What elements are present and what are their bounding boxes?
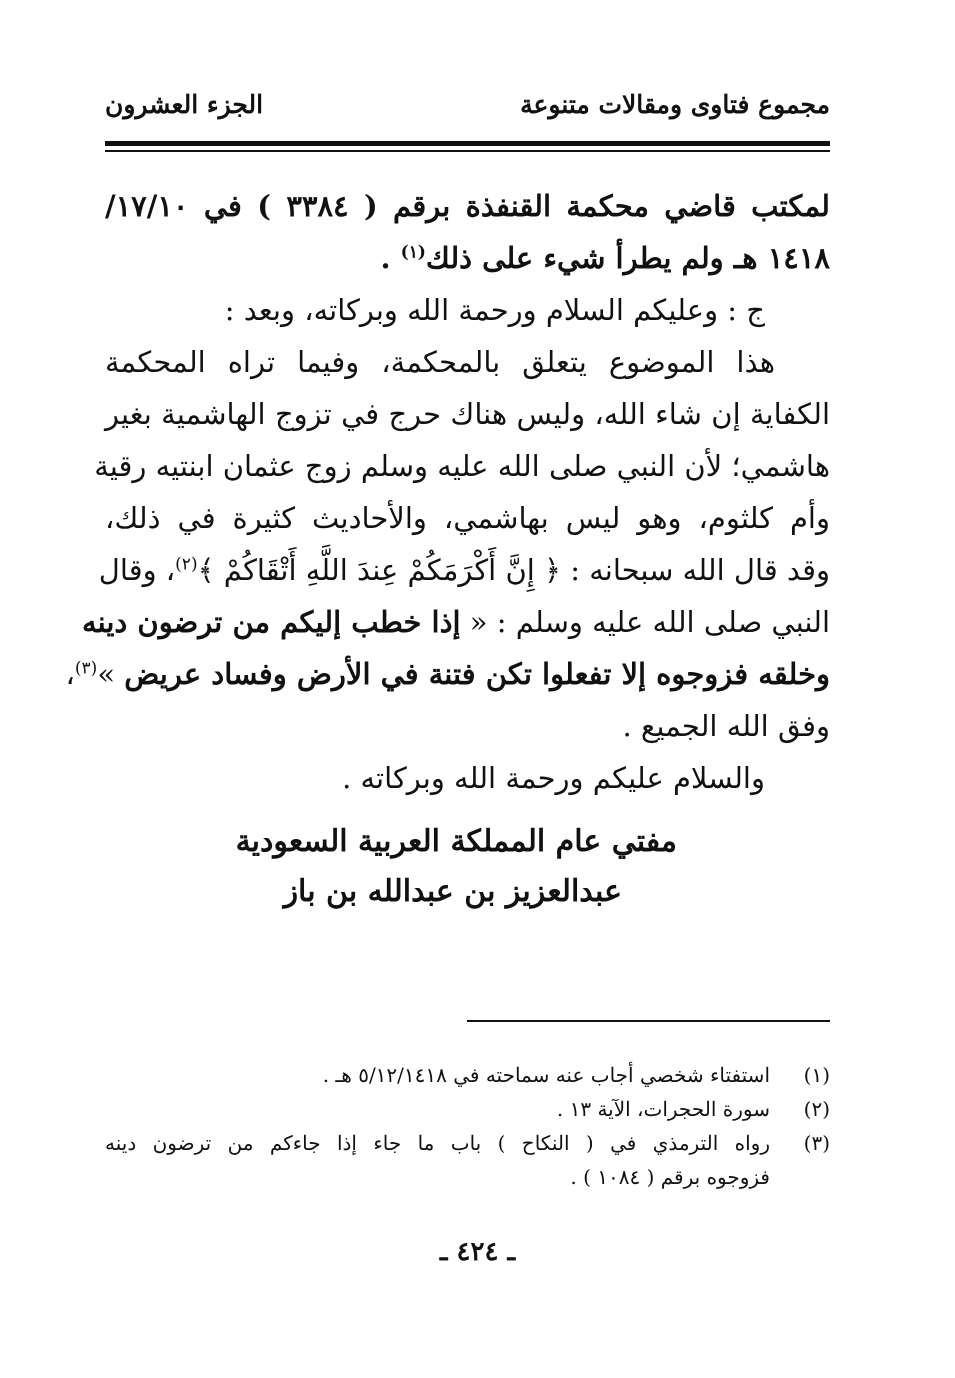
answer-line-4: وأم كلثوم، وهو ليس بهاشمي، والأحاديث كثيرة في ذلك، <box>105 501 830 535</box>
hadith-text-2: وخلقه فزوجوه إلا تفعلوا تكن فتنة في الأرض وفساد عريض <box>124 657 830 691</box>
question-end: . <box>380 241 401 275</box>
quran-line <box>98 544 830 596</box>
header-rule-thick <box>105 141 830 146</box>
footnote-ref-1: (١) <box>400 242 426 263</box>
quran-intro: وقد قال الله سبحانه : ﴿ <box>534 553 830 587</box>
page-header <box>105 82 830 132</box>
footnote-separator <box>467 1020 830 1022</box>
hadith-line-1 <box>82 596 830 648</box>
hadith-intro: النبي صلى الله عليه وسلم : « <box>460 605 830 639</box>
footnote-3-number: (٣) <box>803 1131 830 1155</box>
footnote-1-text: استفتاء شخصي أجاب عنه سماحته في ٥/١٢/١٤١٨ هـ . <box>322 1063 770 1087</box>
book-title: مجموع فتاوى ومقالات متنوعة <box>520 90 830 119</box>
footnote-2-number: (٢) <box>803 1097 830 1121</box>
hadith-text-1: إذا خطب إليكم من ترضون دينه <box>82 605 461 639</box>
question-line-1: لمكتب قاضي محكمة القنفذة برقم ( ٣٣٨٤ ) في ١٧/١٠/ <box>105 189 830 223</box>
hadith-close: » <box>97 657 125 691</box>
page-number: ـ ٤٢٤ ـ <box>439 1237 516 1267</box>
salam-line: والسلام عليكم ورحمة الله وبركاته . <box>342 761 765 795</box>
answer-line-2: الكفاية إن شاء الله، وليس هناك حرج في تزوج الهاشمية بغير <box>105 397 830 431</box>
footnote-ref-3: (٣) <box>74 658 98 679</box>
fatwa-body <box>65 180 830 804</box>
volume-label: الجزء العشرون <box>105 90 264 119</box>
hadith-end: ، <box>65 657 75 691</box>
quran-line-end: ، وقال <box>98 553 176 587</box>
signature-title: مفتي عام المملكة العربية السعودية <box>235 824 677 859</box>
quran-verse: إِنَّ أَكْرَمَكُمْ عِندَ اللَّهِ أَتْقَاكُمْ <box>223 553 535 587</box>
footnote-3 <box>105 1126 830 1194</box>
footnote-ref-2: (٢) <box>175 554 198 575</box>
footnote-1 <box>105 1058 830 1092</box>
answer-greeting: ج : وعليكم السلام ورحمة الله وبركاته، وبعد : <box>224 293 765 327</box>
footnote-3-text-line-1: رواه الترمذي في ( النكاح ) باب ما جاء إذا جاءكم من ترضون دينه <box>105 1131 770 1155</box>
answer-line-3: هاشمي؛ لأن النبي صلى الله عليه وسلم زوج عثمان ابنتيه رقية <box>94 449 830 483</box>
footnote-2-text: سورة الحجرات، الآية ١٣ . <box>556 1097 770 1121</box>
closing-line: وفق الله الجميع . <box>622 709 830 743</box>
question-line-2-text: ١٤١٨ هـ ولم يطرأ شيء على ذلك <box>425 241 830 275</box>
hadith-line-2 <box>65 648 830 700</box>
quran-close: ﴾ <box>197 553 224 587</box>
footnotes <box>105 1058 830 1194</box>
footnote-1-number: (١) <box>803 1063 830 1087</box>
footnote-3-text-line-2: فزوجوه برقم ( ١٠٨٤ ) . <box>570 1165 770 1189</box>
header-rule-thin <box>105 150 830 152</box>
answer-line-1: هذا الموضوع يتعلق بالمحكمة، وفيما تراه المحكمة <box>105 345 775 379</box>
footnote-2 <box>105 1092 830 1126</box>
signature-name: عبدالعزيز بن عبدالله بن باز <box>283 874 622 909</box>
question-line-2 <box>105 232 830 284</box>
